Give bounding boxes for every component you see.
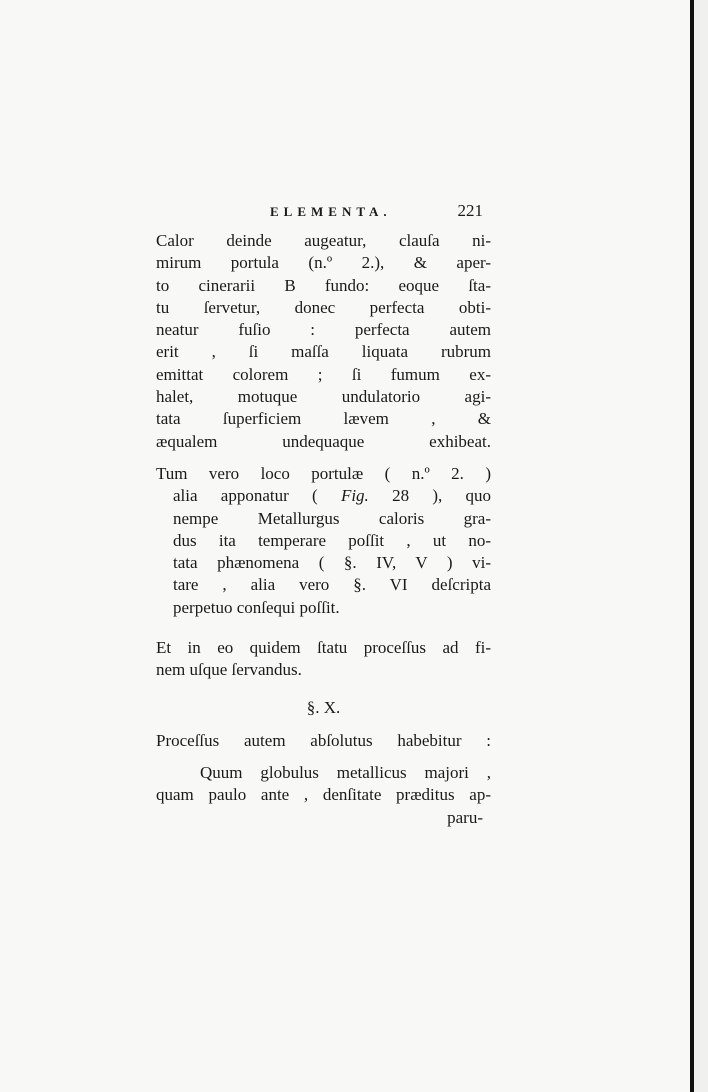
text-line: Et in eo quidem ſtatu proceſſus ad fi- xyxy=(156,638,491,658)
paragraph-2 xyxy=(156,463,491,619)
text-line: dus ita temperare poſſit , ut no- xyxy=(173,530,491,550)
text-block xyxy=(156,200,491,829)
facing-page-edge xyxy=(694,0,708,1092)
text-line: tata ſuperficiem lævem , & xyxy=(156,409,491,429)
text-line: emittat colorem ; ſi fumum ex- xyxy=(156,364,491,384)
text-line: Calor deinde augeatur, clauſa ni- xyxy=(156,231,491,250)
catchword: paru- xyxy=(447,807,483,827)
paragraph-4 xyxy=(156,730,491,752)
figure-reference: Fig. xyxy=(340,486,369,506)
paragraph-3 xyxy=(156,637,491,682)
text-line: Proceſſus autem abſolutus habebitur : xyxy=(156,730,491,750)
text-line: Quum globulus metallicus majori , xyxy=(200,762,491,782)
text-line: æqualem undequaque exhibeat. xyxy=(156,431,491,451)
text-line: quam paulo ante , denſitate præditus ap- xyxy=(156,785,491,805)
text-line: Tum vero loco portulæ ( n.º 2. ) xyxy=(156,463,491,483)
text-line: nem uſque ſervandus. xyxy=(156,660,302,680)
text-line: erit , ſi maſſa liquata rubrum xyxy=(156,342,491,362)
text-line: perpetuo conſequi poſſit. xyxy=(173,597,340,617)
page-number: 221 xyxy=(457,201,483,220)
paragraph-1 xyxy=(156,230,491,453)
text-line: to cinerarii B fundo: eoque ſta- xyxy=(156,275,491,295)
text-line: tare , alia vero §. VI deſcripta xyxy=(173,575,491,595)
paragraph-5 xyxy=(156,762,491,829)
running-head-title: ELEMENTA. xyxy=(270,204,392,219)
text-line xyxy=(156,485,491,507)
text-line: neatur fuſio : perfecta autem xyxy=(156,320,491,340)
text-fragment: alia apponatur ( xyxy=(173,486,341,506)
running-head xyxy=(156,200,491,230)
text-line: halet, motuque undulatorio agi- xyxy=(156,387,491,407)
section-heading: §. X. xyxy=(306,697,341,717)
text-line: tu ſervetur, donec perfecta obti- xyxy=(156,297,491,317)
text-line: nempe Metallurgus caloris gra- xyxy=(173,508,491,528)
text-line: tata phænomena ( §. IV, V ) vi- xyxy=(173,553,491,573)
text-fragment: 28 ), quo xyxy=(368,486,491,506)
text-line: mirum portula (n.º 2.), & aper- xyxy=(156,253,491,273)
